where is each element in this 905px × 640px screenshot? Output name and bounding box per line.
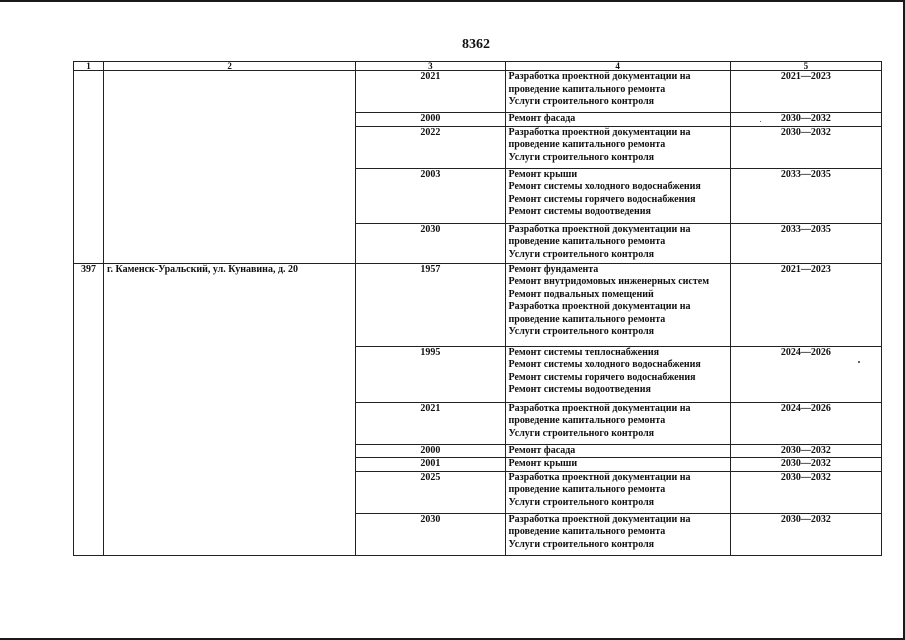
work-item: Ремонт системы водоотведения	[508, 384, 651, 395]
column-header-3: 3	[356, 62, 505, 71]
column-number-row	[74, 62, 882, 71]
year-cell: 1995	[356, 346, 505, 402]
work-item: проведение капитального ремонта	[508, 526, 666, 537]
year-cell: 2003	[356, 168, 505, 223]
work-item: Разработка проектной документации на	[508, 301, 691, 312]
object-number-cell	[74, 71, 104, 264]
works-cell	[505, 71, 730, 113]
work-item: Ремонт фасада	[508, 113, 576, 124]
works-cell	[505, 444, 730, 458]
work-item: Ремонт крыши	[508, 458, 578, 469]
work-item: Услуги строительного контроля	[508, 248, 655, 260]
period-cell: 2024—2026	[730, 402, 881, 444]
address-cell	[104, 71, 356, 264]
work-item: Услуги строительного контроля	[508, 496, 655, 508]
table-row	[74, 71, 882, 113]
work-item: Ремонт внутридомовых инженерных систем	[508, 276, 710, 287]
work-item: Услуги строительного контроля	[508, 538, 655, 550]
works-cell	[505, 113, 730, 127]
period-cell: 2033—2035	[730, 223, 881, 263]
work-item: проведение капитального ремонта	[508, 313, 666, 325]
work-item: Разработка проектной документации на	[508, 126, 691, 138]
works-cell	[505, 471, 730, 513]
work-item: Ремонт системы теплоснабжения	[508, 346, 660, 358]
work-item: Услуги строительного контроля	[508, 96, 655, 107]
year-cell: 2000	[356, 113, 505, 127]
work-item: Ремонт фундамента	[508, 263, 599, 275]
works-cell	[505, 223, 730, 263]
year-cell: 2025	[356, 471, 505, 513]
period-cell: 2030—2032	[730, 444, 881, 458]
works-cell	[505, 126, 730, 168]
work-item: Услуги строительного контроля	[508, 326, 655, 337]
address-cell: г. Каменск-Уральский, ул. Кунавина, д. 20	[104, 263, 356, 555]
works-cell	[505, 458, 730, 472]
works-cell	[505, 346, 730, 402]
table-row	[74, 263, 882, 346]
work-item: проведение капитального ремонта	[508, 415, 666, 426]
column-header-1: 1	[74, 62, 104, 71]
year-cell: 2000	[356, 444, 505, 458]
work-item: Ремонт подвальных помещений	[508, 288, 654, 300]
works-cell	[505, 402, 730, 444]
work-item: Разработка проектной документации на	[508, 223, 691, 235]
work-item: Ремонт системы холодного водоснабжения	[508, 181, 701, 192]
work-item: проведение капитального ремонта	[508, 139, 666, 150]
scan-speck	[760, 121, 761, 122]
work-item: проведение капитального ремонта	[508, 83, 666, 95]
work-item: Разработка проектной документации на	[508, 513, 691, 525]
table-body	[74, 71, 882, 556]
work-item: Услуги строительного контроля	[508, 151, 655, 163]
period-cell: 2021—2023	[730, 71, 881, 113]
year-cell: 2021	[356, 71, 505, 113]
page-number: 8362	[462, 37, 490, 52]
works-cell	[505, 263, 730, 346]
column-header-4: 4	[505, 62, 730, 71]
work-item: Услуги строительного контроля	[508, 427, 655, 439]
work-item: Ремонт крыши	[508, 168, 578, 180]
period-cell: 2024—2026	[730, 346, 881, 402]
scan-speck	[858, 361, 860, 363]
work-item: проведение капитального ремонта	[508, 484, 666, 495]
work-item: Ремонт системы горячего водоснабжения	[508, 193, 696, 205]
year-cell: 2022	[356, 126, 505, 168]
work-item: Ремонт системы водоотведения	[508, 206, 651, 217]
year-cell: 2030	[356, 223, 505, 263]
work-item: Ремонт системы холодного водоснабжения	[508, 359, 701, 370]
year-cell: 2030	[356, 513, 505, 555]
capital-repair-table	[73, 61, 882, 556]
year-cell: 2001	[356, 458, 505, 472]
column-header-2: 2	[104, 62, 356, 71]
period-cell: 2021—2023	[730, 263, 881, 346]
work-item: Ремонт системы горячего водоснабжения	[508, 371, 696, 383]
period-cell: 2033—2035	[730, 168, 881, 223]
period-cell: 2030—2032	[730, 126, 881, 168]
work-item: Ремонт фасада	[508, 444, 576, 456]
works-cell	[505, 168, 730, 223]
period-cell: 2030—2032	[730, 458, 881, 472]
year-cell: 1957	[356, 263, 505, 346]
work-item: Разработка проектной документации на	[508, 402, 691, 414]
scan-border-top	[0, 0, 905, 2]
period-cell: 2030—2032	[730, 513, 881, 555]
column-header-5: 5	[730, 62, 881, 71]
period-cell: 2030—2032	[730, 113, 881, 127]
period-cell: 2030—2032	[730, 471, 881, 513]
year-cell: 2021	[356, 402, 505, 444]
works-cell	[505, 513, 730, 555]
work-item: Разработка проектной документации на	[508, 71, 691, 82]
work-item: Разработка проектной документации на	[508, 471, 691, 483]
object-number-cell: 397	[74, 263, 104, 555]
work-item: проведение капитального ремонта	[508, 236, 666, 247]
table-header	[74, 62, 882, 71]
